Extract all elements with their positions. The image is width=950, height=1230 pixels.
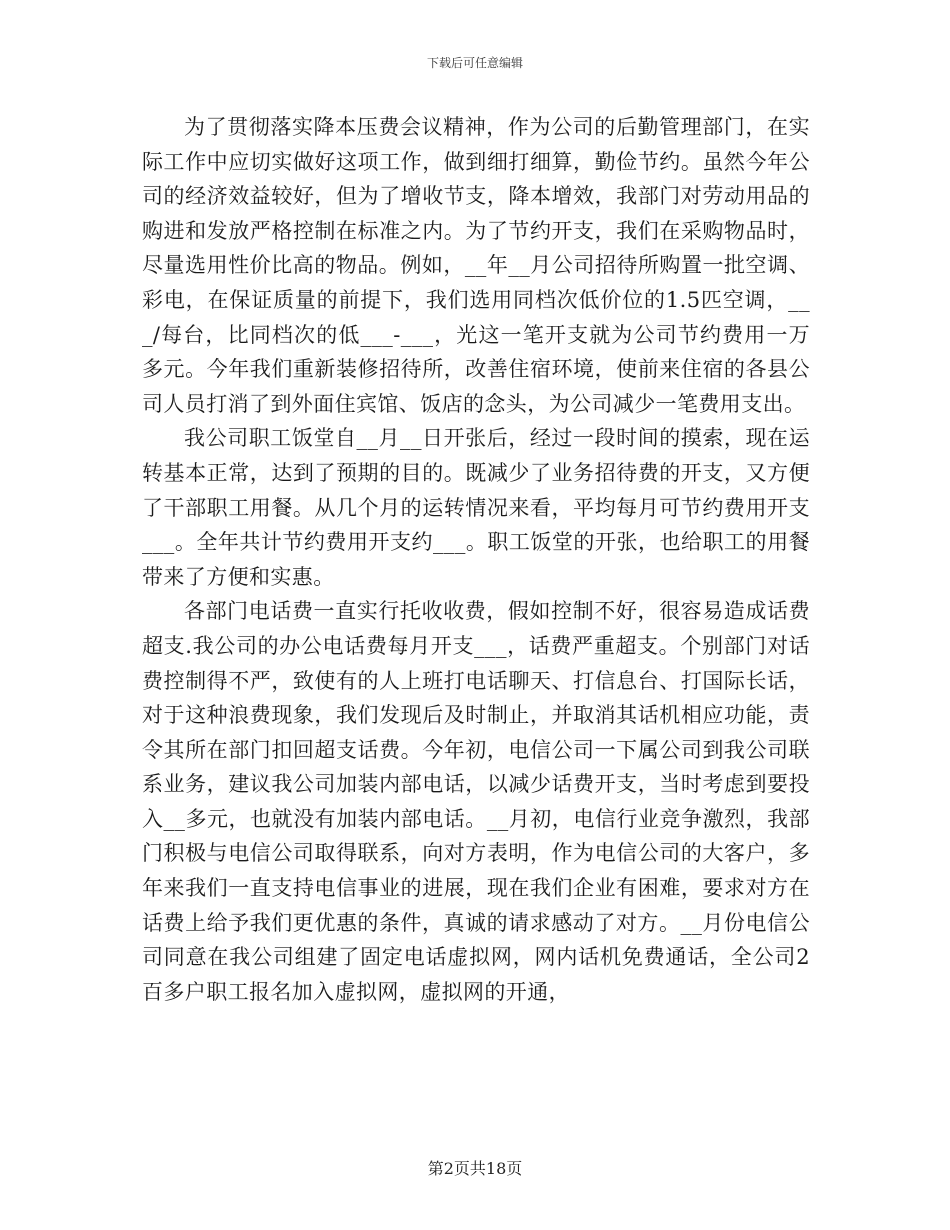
page-number: 第2页共18页 (427, 1159, 523, 1178)
paragraph-cost-saving-procurement: 为了贯彻落实降本压费会议精神，作为公司的后勤管理部门，在实际工作中应切实做好这项工作，做到细打细算，勤俭节约。虽然今年公司的经济效益较好，但为了增收节支，降本增效，我部门对劳动用品的购进和发放严格控制在标准之内。为了节约开支，我们在采购物品时，尽量选用性价比高的物品。例如，__年__月公司招待所购置一批空调、彩电，在保证质量的前提下，我们选用同档次低价位的1.5匹空调，___/每台，比同档次的低___-___，光这一笔开支就为公司节约费用一万多元。今年我们重新装修招待所，改善住宿环境，使前来住宿的各县公司人员打消了到外面住宾馆、饭店的念头，为公司减少一笔费用支出。 (142, 115, 810, 416)
document-body (142, 110, 810, 1009)
page-header: 下载后可任意编辑 (426, 56, 523, 70)
paragraph-staff-canteen: 我公司职工饭堂自__月__日开张后，经过一段时间的摸索，现在运转基本正常，达到了预期的目的。既减少了业务招待费的开支，又方便了干部职工用餐。从几个月的运转情况来看，平均每月可节约费用开支___。全年共计节约费用开支约___。职工饭堂的开张，也给职工的用餐带来了方便和实惠。 (142, 426, 810, 589)
paragraph-telephone-fees: 各部门电话费一直实行托收收费，假如控制不好，很容易造成话费超支.我公司的办公电话费每月开支___，话费严重超支。个别部门对话费控制得不严，致使有的人上班打电话聊天、打信息台、打国际长话，对于这种浪费现象，我们发现后及时制止，并取消其话机相应功能，责令其所在部门扣回超支话费。今年初，电信公司一下属公司到我公司联系业务，建议我公司加装内部电话，以减少话费开支，当时考虑到要投入__多元，也就没有加装内部电话。__月初，电信行业竞争激烈，我部门积极与电信公司取得联系，向对方表明，作为电信公司的大客户，多年来我们一直支持电信事业的进展，现在我们企业有困难，要求对方在话费上给予我们更优惠的条件，真诚的请求感动了对方。__月份电信公司同意在我公司组建了固定电话虚拟网，网内话机免费通话，全公司2百多户职工报名加入虚拟网，虚拟网的开通， (142, 599, 810, 1004)
